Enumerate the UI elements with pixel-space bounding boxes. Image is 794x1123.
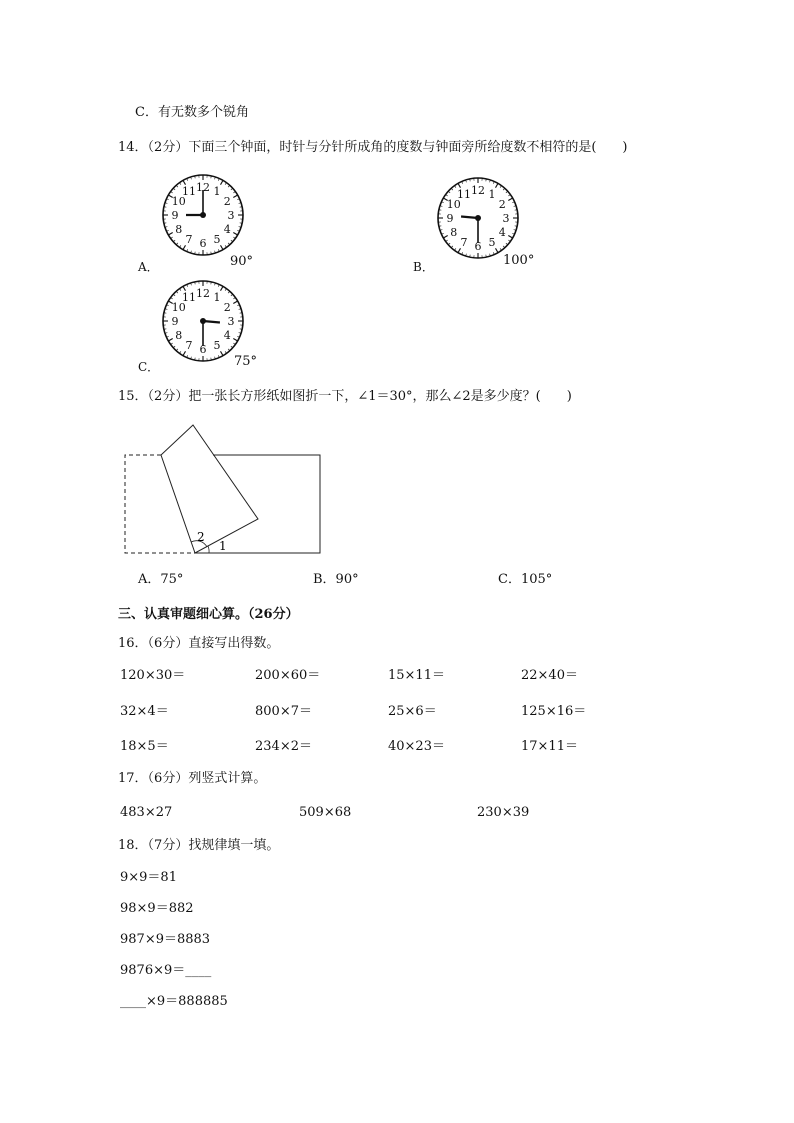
clock-number: 7	[460, 236, 468, 250]
clock-number: 2	[223, 301, 231, 314]
clock-number: 5	[213, 339, 221, 353]
clock-number: 1	[488, 187, 496, 201]
clock-c-degree: 75°	[234, 354, 258, 369]
clock-number: 8	[175, 223, 183, 236]
angle-1-arc	[208, 546, 209, 553]
clock-number: 11	[457, 187, 471, 201]
clock-number: 12	[471, 184, 485, 197]
clock-number: 4	[498, 226, 506, 239]
clock-number: 3	[227, 209, 235, 222]
q15-question: 15．（2分）把一张长方形纸如图折一下，∠1＝30°，那么∠2是多少度？( )	[118, 389, 572, 404]
clock-tick	[496, 248, 499, 252]
clock-number: 6	[474, 240, 482, 253]
clock-b-degree: 100°	[503, 253, 535, 268]
q18-question: 18．（7分）找规律填一填。	[118, 838, 280, 853]
clock-number: 9	[171, 209, 179, 222]
q16-item: 800×7＝	[255, 704, 312, 719]
q18-line: 98×9＝882	[120, 901, 194, 916]
q17-item: 230×39	[477, 805, 530, 820]
q15-option-b: B．90°	[313, 572, 359, 587]
q16-item: 22×40＝	[521, 668, 578, 683]
clock-number: 9	[446, 212, 454, 225]
clock-tick	[496, 183, 499, 187]
q15-option-a: A．75°	[138, 572, 184, 587]
angle-2-label: 2	[197, 530, 205, 544]
q16-item: 17×11＝	[521, 739, 578, 754]
q17-item: 483×27	[120, 805, 173, 820]
clock-center-dot	[200, 318, 206, 324]
q13-option-c: C．有无数多个锐角	[135, 105, 249, 120]
clock-number: 8	[450, 226, 458, 239]
clock-number: 3	[502, 212, 510, 225]
section-3-title: 三、认真审题细心算。（26分）	[118, 607, 299, 622]
clock-tick	[233, 339, 237, 342]
q16-item: 40×23＝	[388, 739, 445, 754]
q18-line: 9×9＝81	[120, 870, 177, 885]
q16-question: 16．（6分）直接写出得数。	[118, 636, 280, 651]
folded-flap	[161, 425, 258, 553]
clock-number: 10	[446, 198, 461, 211]
clock-number: 8	[175, 329, 183, 342]
clock-number: 4	[223, 329, 231, 342]
clock-tick	[443, 236, 447, 239]
clock-tick	[508, 198, 512, 201]
rectangle-outline	[195, 455, 320, 553]
angle-1-label: 1	[219, 539, 227, 553]
q16-item: 32×4＝	[120, 704, 169, 719]
clock-number: 2	[498, 198, 506, 211]
clock-number: 2	[223, 195, 231, 208]
clock-tick	[221, 351, 224, 355]
clock-tick	[221, 180, 224, 184]
clock-c	[160, 278, 246, 364]
q16-item: 125×16＝	[521, 704, 587, 719]
clock-number: 4	[223, 223, 231, 236]
clock-number: 1	[213, 184, 221, 198]
q16-item: 15×11＝	[388, 668, 445, 683]
clock-tick	[233, 301, 237, 304]
q18-line: 987×9＝8883	[120, 932, 211, 947]
q16-item: 25×6＝	[388, 704, 437, 719]
clock-number: 10	[171, 301, 186, 314]
clock-center-dot	[475, 215, 481, 221]
clock-number: 5	[213, 233, 221, 247]
clock-number: 6	[199, 343, 207, 356]
folded-paper-figure	[115, 418, 330, 563]
q15-option-c: C．105°	[498, 572, 553, 587]
clock-tick	[221, 245, 224, 249]
clock-number: 7	[185, 233, 193, 247]
q16-item: 120×30＝	[120, 668, 186, 683]
q18-line: 9876×9＝____	[120, 963, 212, 978]
q14-option-c-label: C．	[138, 360, 160, 374]
q14-option-b-label: B．	[413, 260, 434, 274]
clock-number: 1	[213, 290, 221, 304]
clock-tick	[168, 233, 172, 236]
dashed-outline	[125, 455, 195, 553]
clock-tick	[233, 195, 237, 198]
clock-number: 3	[227, 315, 235, 328]
clock-number: 12	[196, 287, 210, 300]
q17-question: 17．（6分）列竖式计算。	[118, 771, 267, 786]
clock-number: 11	[182, 184, 196, 198]
clock-tick	[221, 286, 224, 290]
clock-number: 7	[185, 339, 193, 353]
clock-tick	[168, 339, 172, 342]
q14-option-a-label: A．	[138, 260, 159, 274]
q16-item: 18×5＝	[120, 739, 169, 754]
clock-number: 10	[171, 195, 186, 208]
q17-item: 509×68	[299, 805, 352, 820]
clock-tick	[508, 236, 512, 239]
clock-number: 11	[182, 290, 196, 304]
clock-number: 12	[196, 181, 210, 194]
q16-item: 200×60＝	[255, 668, 321, 683]
clock-number: 6	[199, 237, 207, 250]
clock-b	[435, 175, 521, 261]
clock-number: 9	[171, 315, 179, 328]
clock-a-degree: 90°	[230, 254, 254, 269]
q18-line: ____×9＝888885	[120, 994, 228, 1009]
q14-question: 14．（2分）下面三个钟面，时针与分针所成角的度数与钟面旁所给度数不相符的是( )	[118, 140, 628, 155]
q16-item: 234×2＝	[255, 739, 312, 754]
clock-center-dot	[200, 212, 206, 218]
clock-a	[160, 172, 246, 258]
clock-tick	[233, 233, 237, 236]
clock-number: 5	[488, 236, 496, 250]
